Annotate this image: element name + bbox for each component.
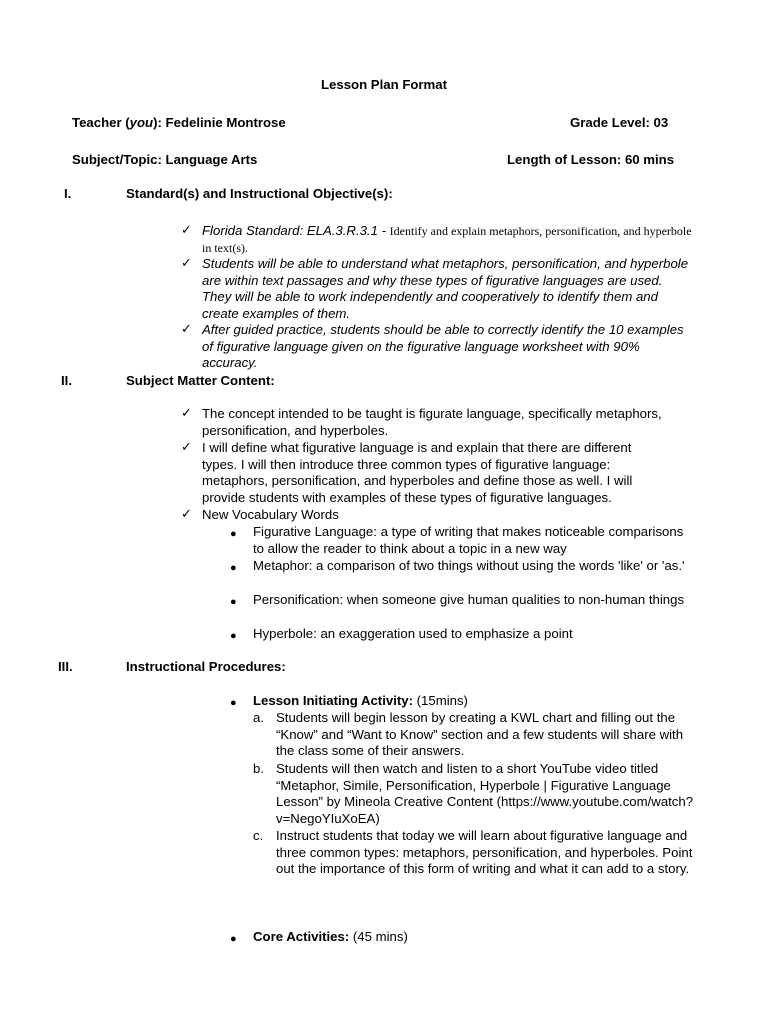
section-1-title: Standard(s) and Instructional Objective(s): bbox=[126, 186, 393, 201]
step-b-marker: b. bbox=[253, 761, 264, 776]
objective-2: Students will be able to understand what metaphors, personification, and hyperbole are within text passages and why these types of figurative languages are used. They will be able to work independently and cooperatively to identify them and create examples of them. bbox=[202, 256, 689, 321]
teacher-label-pre: Teacher ( bbox=[72, 115, 130, 130]
activity-1-time: (15mins) bbox=[412, 693, 468, 708]
bullet-icon: ● bbox=[230, 528, 237, 540]
checkmark-icon: ✓ bbox=[181, 222, 192, 237]
teacher-line bbox=[72, 115, 286, 132]
teacher-label-post: ): Fedelinie Montrose bbox=[153, 115, 286, 130]
step-c-marker: c. bbox=[253, 828, 264, 843]
step-b: Students will then watch and listen to a short YouTube video titled “Metaphor, Simile, Personification, Hyperbole | Figurative Language Lesson” by Mineola Creative Content (https://www.youtube.com/watch?v=NegoYIuXoEA) bbox=[276, 761, 694, 826]
objective-1 bbox=[202, 223, 692, 256]
checkmark-icon: ✓ bbox=[181, 405, 192, 420]
section-3-title: Instructional Procedures: bbox=[126, 659, 286, 674]
section-2-number: II. bbox=[61, 373, 72, 388]
activity-1 bbox=[253, 693, 468, 710]
content-3: New Vocabulary Words bbox=[202, 507, 339, 522]
activity-1-label: Lesson Initiating Activity: bbox=[253, 693, 413, 708]
bullet-icon: ● bbox=[230, 596, 237, 608]
step-c: Instruct students that today we will learn about figurative language and three common types: metaphors, personification, and hyperboles. Point out the importance of this form of writing and what it can add to a story. bbox=[276, 828, 693, 877]
objective-1-label: Florida Standard: ELA.3.R.3.1 - bbox=[202, 223, 390, 238]
checkmark-icon: ✓ bbox=[181, 321, 192, 336]
subject-topic: Subject/Topic: Language Arts bbox=[72, 152, 258, 167]
step-a-marker: a. bbox=[253, 710, 264, 725]
teacher-label-you: you bbox=[129, 115, 154, 130]
page-title: Lesson Plan Format bbox=[320, 77, 448, 92]
checkmark-icon: ✓ bbox=[181, 506, 192, 521]
grade-level: Grade Level: 03 bbox=[570, 115, 669, 130]
section-3-number: III. bbox=[58, 659, 73, 674]
section-2-title: Subject Matter Content: bbox=[126, 373, 275, 388]
activity-2-time: (45 mins) bbox=[349, 929, 408, 944]
objective-1-text: Identify and explain metaphors, personification, and hyperbole in text(s). bbox=[202, 224, 692, 255]
activity-2 bbox=[253, 929, 408, 946]
vocab-4: Hyperbole: an exaggeration used to emphasize a point bbox=[253, 626, 573, 641]
checkmark-icon: ✓ bbox=[181, 255, 192, 270]
objective-3: After guided practice, students should be able to correctly identify the 10 examples of figurative language given on the figurative language worksheet with 90% accuracy. bbox=[202, 322, 684, 371]
checkmark-icon: ✓ bbox=[181, 439, 192, 454]
vocab-3: Personification: when someone give human qualities to non-human things bbox=[253, 592, 685, 607]
step-a: Students will begin lesson by creating a KWL chart and filling out the “Know” and “Want to Know” section and a few students will share with the class some of their answers. bbox=[276, 710, 684, 759]
vocab-2: Metaphor: a comparison of two things without using the words 'like' or 'as.' bbox=[253, 558, 685, 573]
vocab-1: Figurative Language: a type of writing that makes noticeable comparisons to allow the reader to think about a topic in a new way bbox=[253, 524, 684, 556]
bullet-icon: ● bbox=[230, 630, 237, 642]
content-2: I will define what figurative language is and explain that there are different types. I will then introduce three common types of figurative language: metaphors, personification, and hyperboles and define those as well. I will provide students with examples of these types of figurative languages. bbox=[202, 440, 633, 505]
bullet-icon: ● bbox=[230, 697, 237, 709]
bullet-icon: ● bbox=[230, 933, 237, 945]
content-1: The concept intended to be taught is figurate language, specifically metaphors, personification, and hyperboles. bbox=[202, 406, 662, 438]
bullet-icon: ● bbox=[230, 562, 237, 574]
lesson-length: Length of Lesson: 60 mins bbox=[507, 152, 675, 167]
activity-2-label: Core Activities: bbox=[253, 929, 350, 944]
section-1-number: I. bbox=[64, 186, 72, 201]
